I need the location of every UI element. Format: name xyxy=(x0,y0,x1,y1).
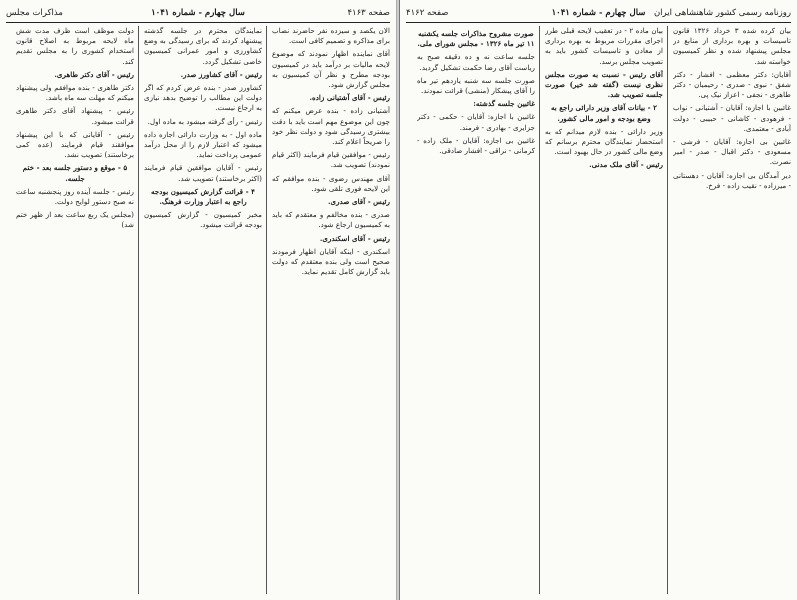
column-rule xyxy=(667,26,668,594)
speaker-line: غائبین جلسه گذشته: xyxy=(473,99,535,109)
right-column-2 xyxy=(545,26,663,594)
section-heading: صورت مشروح مذاکرات جلسه یکشنبه ۱۱ تیر ماه ۱۳۲۶ - مجلس شورای ملی. xyxy=(417,29,535,49)
column-rule xyxy=(138,26,139,594)
section-heading: ۲ - بیانات آقای وزیر دارائی راجع به وضع بودجه و امور مالی کشور. xyxy=(550,103,658,123)
paragraph: غائبین بی اجازه: آقایان - فرشی - مسعودی - دکتر اقبال - صدر - امیر نصرت. xyxy=(673,137,791,167)
paragraph: بیان کرده شده ۳ خرداد ۱۳۲۶ قانون تاسیسات و بهره برداری از منابع در مجلس پیشنهاد شده و نظر کمیسیون خواسته شد. xyxy=(673,26,791,66)
left-page-title: مذاکرات مجلس xyxy=(6,8,63,18)
paragraph: رئیس - جلسه آینده روز پنجشنبه ساعت نه صبح دستور لوایح دولت. xyxy=(16,186,134,207)
left-page-columns xyxy=(6,26,390,594)
paragraph: رئیس - پیشنهاد آقای دکتر طاهری قرائت میشود. xyxy=(16,106,134,126)
paragraph: دیر آمدگان بی اجازه: آقایان - دهستانی - میرزاده - نقیب زاده - فرخ. xyxy=(673,170,791,190)
right-column-3 xyxy=(417,26,535,594)
paragraph: رئیس - موافقین قیام فرمایند (اکثر قیام نمودند) تصویب شد. xyxy=(272,150,390,170)
left-page-issue: سال چهارم - شماره ۱۰۴۱ xyxy=(151,8,245,18)
paragraph: کشاورز صدر - بنده عرض کردم که اگر دولت این مطالب را توضیح بدهد نیازی به ارجاع نیست. xyxy=(144,83,262,113)
paragraph: آشتیانی زاده - بنده عرض میکنم که چون این موضوع مهم است باید با دقت بیشتری رسیدگی شود و دولت نظر خود را صریحاً اعلام کند. xyxy=(272,106,390,147)
section-heading: ۵ - موقع و دستور جلسه بعد - ختم جلسه. xyxy=(22,163,128,183)
paragraph: دولت موظف است ظرف مدت شش ماه لایحه مربوط به اصلاح قانون استخدام کشوری را به مجلس تقدیم کند. xyxy=(16,26,134,66)
left-page-header xyxy=(6,6,390,23)
speaker-line: رئیس - آقای آشتیانی زاده. xyxy=(309,93,390,103)
speaker-line: رئیس - آقای دکتر طاهری. xyxy=(54,69,134,79)
right-column-1 xyxy=(673,26,791,594)
left-column-1 xyxy=(272,26,390,594)
paragraph: جلسه ساعت نه و ده دقیقه صبح به ریاست آقای رضا حکمت تشکیل گردید. xyxy=(417,52,535,72)
paragraph: غائبین با اجازه: آقایان - آشتیانی - نواب - فرهودی - کاشانی - حبیبی - دولت آبادی - معتمدی. xyxy=(673,103,791,133)
paragraph: اسکندری - اینکه آقایان اظهار فرمودند صحیح است ولی بنده معتقدم که دولت باید گزارش کامل تقدیم نماید. xyxy=(272,246,390,277)
right-page-number: صفحه ۴۱۶۲ xyxy=(406,8,449,18)
left-page xyxy=(0,0,397,600)
right-page-issue: سال چهارم - شماره ۱۰۴۱ xyxy=(551,8,646,18)
section-heading: ۴ - قرائت گزارش کمیسیون بودجه راجع به اعتبار وزارت فرهنگ. xyxy=(151,186,255,207)
left-column-3 xyxy=(16,26,134,594)
speaker-line: رئیس - آقای کشاورز صدر. xyxy=(180,69,262,79)
paragraph: صدری - بنده مخالفم و معتقدم که باید به کمیسیون ارجاع شود. xyxy=(272,210,390,230)
paragraph: آقایان: دکتر معظمی - افشار - دکتر شفق - نبوی - صدری - رحیمیان - دکتر طاهری - نجفی - اعزاز نیک پی. xyxy=(673,69,791,100)
paragraph: غائبین بی اجازه: آقایان - ملک زاده - کرمانی - نراقی - افشار صادقی. xyxy=(417,135,535,156)
paragraph: غائبین با اجازه: آقایان - حکمی - دکتر جزایری - بهادری - فرمند. xyxy=(417,112,535,132)
right-page-columns xyxy=(406,26,791,594)
paragraph: الان یکصد و سیزده نفر حاضرند نصاب برای مذاکره و تصمیم کافی است. xyxy=(272,26,390,46)
left-column-2 xyxy=(144,26,262,594)
paragraph: رئیس - آقایانی که با این پیشنهاد موافقند قیام فرمایند (عده کمی برخاستند) تصویب نشد. xyxy=(16,129,134,160)
column-rule xyxy=(266,26,267,594)
speaker-line: رئیس - آقای ملک مدنی. xyxy=(589,160,663,170)
paragraph: دکتر طاهری - بنده موافقم ولی پیشنهاد میکنم که مهلت سه ماه باشد. xyxy=(16,83,134,103)
speaker-line: رئیس - آقای اسکندری. xyxy=(319,233,390,243)
right-page xyxy=(399,0,797,600)
paragraph: آقای نماینده اظهار نمودند که موضوع لایحه مالیات بر درآمد باید در کمیسیون بودجه مطرح و نظر آن کمیسیون به مجلس گزارش شود. xyxy=(272,49,390,90)
paragraph: مخبر کمیسیون - گزارش کمیسیون بودجه قرائت میشود. xyxy=(144,210,262,230)
column-rule xyxy=(539,26,540,594)
paragraph: (مجلس یک ربع ساعت بعد از ظهر ختم شد) xyxy=(16,210,134,230)
paragraph: صورت جلسه سه شنبه یازدهم تیر ماه را آقای پیشکار (منشی) قرائت نمودند. xyxy=(417,75,535,96)
paragraph: رئیس - رأی گرفته میشود به ماده اول. xyxy=(147,116,262,126)
paragraph: نمایندگان محترم در جلسه گذشته پیشنهاد کردند که برای رسیدگی به وضع کشاورزی و امور عمرانی کمیسیون خاصی تشکیل گردد. xyxy=(144,26,262,66)
speaker-line: رئیس - آقای صدری. xyxy=(327,197,390,207)
right-page-title: روزنامه رسمی کشور شاهنشاهی ایران xyxy=(653,8,791,18)
paragraph: رئیس - آقایان موافقین قیام فرمایند (اکثر برخاستند) تصویب شد. xyxy=(144,163,262,183)
paragraph: ماده اول - به وزارت دارائی اجازه داده میشود که اعتبار لازم را از محل درآمد عمومی پرداخت نماید. xyxy=(144,129,262,160)
right-page-header xyxy=(406,6,791,23)
paragraph: بیان ماده ۲ - در تعقیب لایحه قبلی طرز اجرای مقررات مربوط به بهره برداری از معادن و تاسیسات کشور باید به تصویب مجلس برسد. xyxy=(545,26,663,66)
speaker-line: آقای رئیس - نسبت به صورت مجلس نظری نیست (گفته شد خیر) صورت جلسه تصویب شد. xyxy=(545,69,663,100)
left-page-number: صفحه ۴۱۶۳ xyxy=(347,8,390,18)
paragraph: آقای مهندس رضوی - بنده موافقم که این لایحه فوری تلقی شود. xyxy=(272,173,390,193)
paragraph: وزیر دارائی - بنده لازم میدانم که به استحضار نمایندگان محترم برسانم که وضع مالی کشور در حال بهبود است. xyxy=(545,126,663,157)
